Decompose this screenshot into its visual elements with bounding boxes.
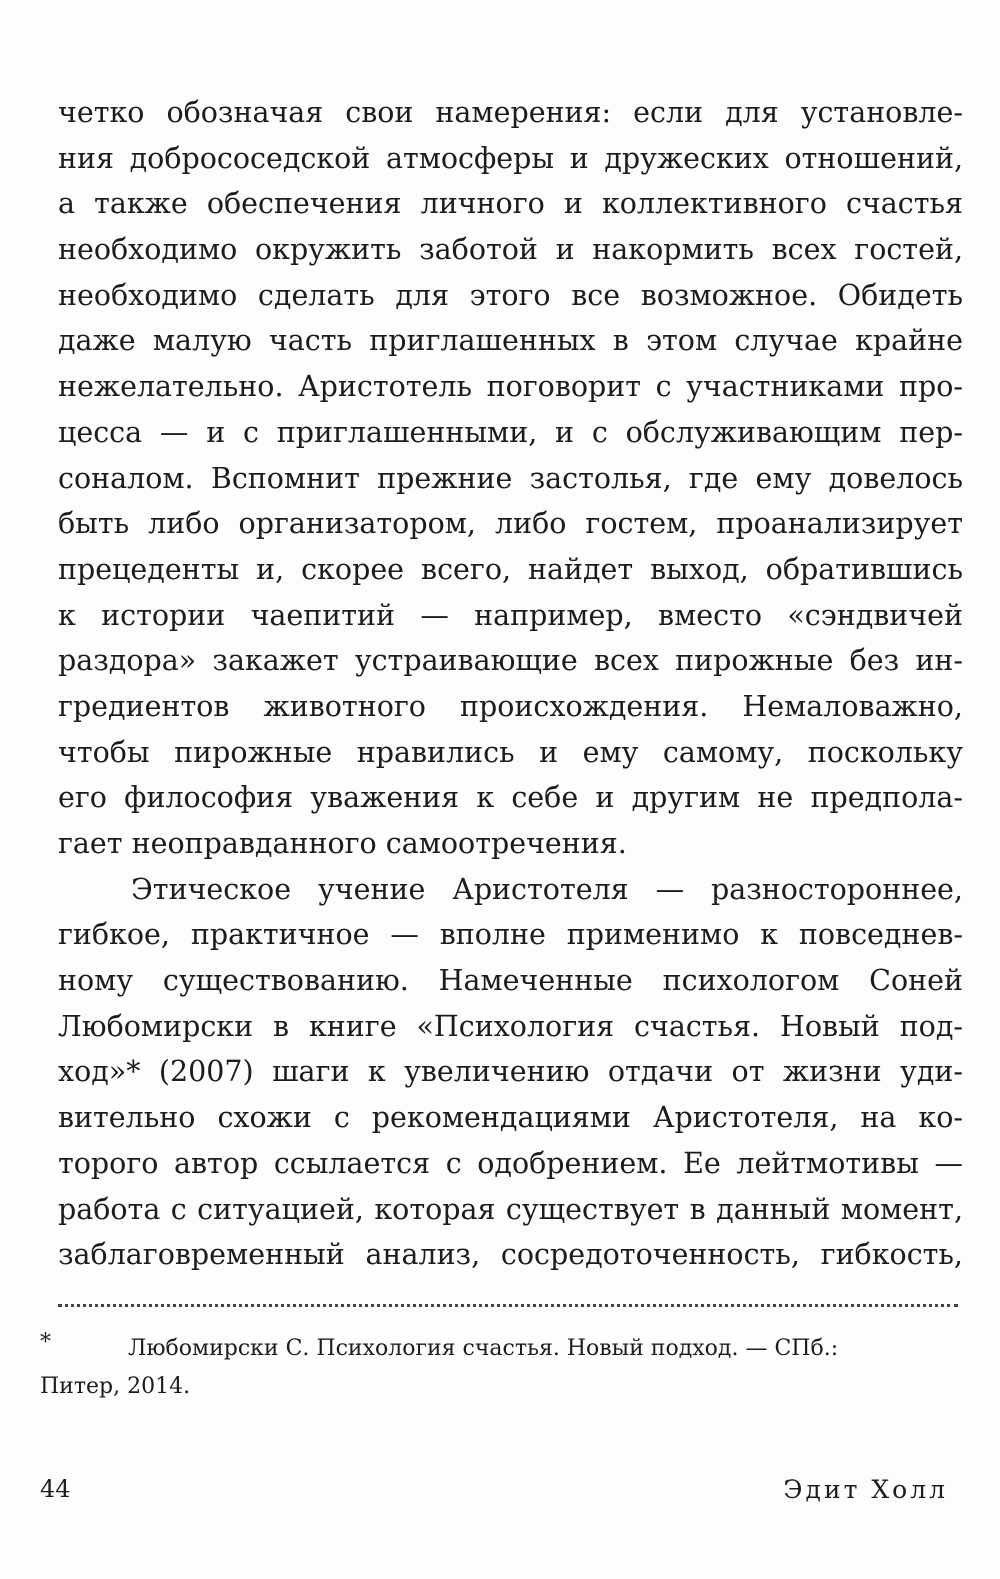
page-number: 44 <box>40 1475 71 1503</box>
text-line: вительно схожи с рекомендациями Аристотеля, на ко- <box>58 1101 963 1135</box>
text-line: даже малую часть приглашенных в этом случае крайне <box>58 324 963 358</box>
text-line: раздора» закажет устраивающие всех пирожные без ин- <box>58 644 963 678</box>
text-line: ход»* (2007) шаги к увеличению отдачи от жизни уди- <box>58 1055 963 1089</box>
text-line: быть либо организатором, либо гостем, проанализирует <box>58 507 963 541</box>
footnote-text: Любомирски С. Психология счастья. Новый подход. — СПб.: <box>128 1336 839 1361</box>
text-line: гредиентов животного происхождения. Немаловажно, <box>58 689 963 723</box>
text-line: необходимо сделать для этого все возможное. Обидеть <box>58 278 963 312</box>
footnote-marker: * <box>40 1330 51 1355</box>
main-text <box>58 90 963 1278</box>
text-line: к истории чаепитий — например, вместо «сэндвичей <box>58 598 963 632</box>
running-footer-author: Эдит Холл <box>783 1475 948 1504</box>
text-line: ния добрососедской атмосферы и дружеских отношений, <box>58 141 963 175</box>
text-line: необходимо окружить заботой и накормить всех гостей, <box>58 233 963 267</box>
footnote-text-continuation: Питер, 2014. <box>40 1374 191 1399</box>
text-line: ному существованию. Намеченные психологом Соней <box>58 964 963 998</box>
text-line: чтобы пирожные нравились и ему самому, поскольку <box>58 735 963 769</box>
text-line: работа с ситуацией, которая существует в данный момент, <box>58 1192 963 1226</box>
text-line: четко обозначая свои намерения: если для установле- <box>58 96 963 129</box>
text-line: гает неоправданного самоотречения. <box>58 827 627 860</box>
footnote-separator <box>58 1304 958 1307</box>
paragraph-start-line: Этическое учение Аристотеля — разностороннее, <box>131 872 963 906</box>
text-line: торого автор ссылается с одобрением. Ее лейтмотивы — <box>58 1146 963 1180</box>
footnote <box>40 1330 960 1406</box>
text-line: цесса — и с приглашенными, и с обслуживающим пер- <box>58 415 963 449</box>
text-line: прецеденты и, скорее всего, найдет выход, обратившись <box>58 552 963 586</box>
text-line: заблаговременный анализ, сосредоточенность, гибкость, <box>58 1238 963 1272</box>
text-line: а также обеспечения личного и коллективного счастья <box>58 187 963 221</box>
text-line: Любомирски в книге «Психология счастья. Новый под- <box>58 1009 963 1043</box>
footnote-line <box>40 1330 960 1368</box>
text-line: гибкое, практичное — вполне применимо к повседнев- <box>58 918 963 952</box>
text-line: его философия уважения к себе и другим не предпола- <box>58 781 963 815</box>
text-line: нежелательно. Аристотель поговорит с участниками про- <box>58 370 963 404</box>
text-line: соналом. Вспомнит прежние застолья, где ему довелось <box>58 461 963 495</box>
